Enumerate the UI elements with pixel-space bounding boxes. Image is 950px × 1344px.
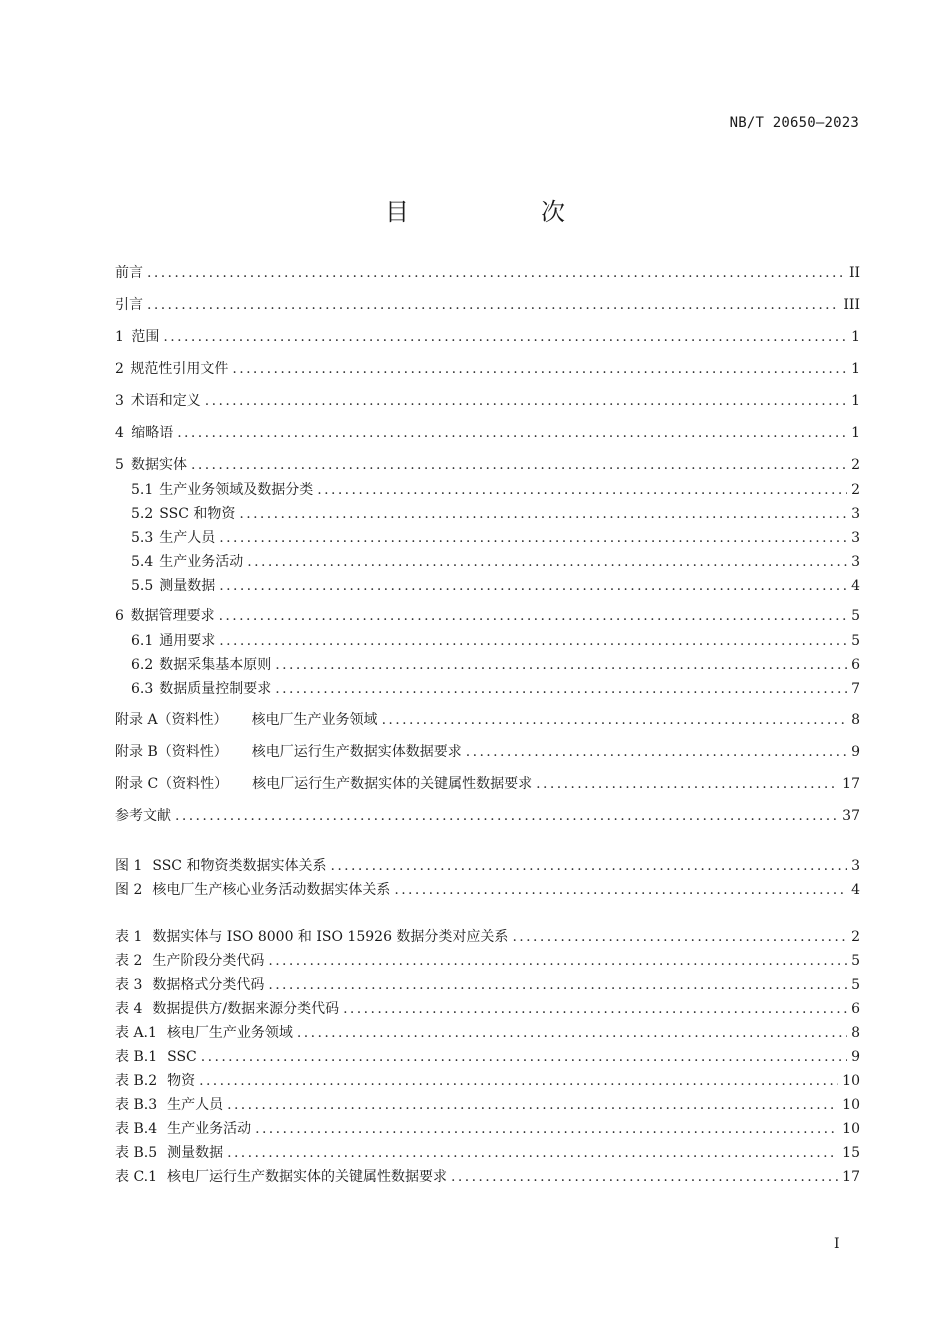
toc-page-number: 3: [851, 506, 860, 522]
toc-entry-table-b1[interactable]: [115, 1046, 860, 1066]
toc-page-number: II: [848, 265, 860, 281]
toc-page-number: 5: [851, 608, 860, 624]
toc-page-number: 9: [851, 744, 860, 760]
toc-entry-text: 生产业务活动: [159, 554, 244, 570]
toc-page-number: 17: [842, 1169, 860, 1185]
dot-leader: [147, 264, 845, 282]
toc-entry-text: 生产人员: [159, 530, 216, 546]
dot-leader: [201, 1048, 847, 1066]
dot-leader: [297, 1024, 847, 1042]
toc-entry-number: 6.3: [131, 681, 154, 697]
toc-entry-text: 数据采集基本原则: [159, 657, 272, 673]
dot-leader: [275, 680, 847, 698]
dot-leader: [255, 1120, 838, 1138]
toc-entry-number: 表 1: [115, 929, 143, 945]
toc-page-number: 5: [851, 633, 860, 649]
toc-entry-text: 生产业务领域及数据分类: [159, 482, 314, 498]
dot-leader: [466, 743, 847, 761]
dot-leader: [227, 1144, 838, 1162]
toc-page-number: III: [843, 297, 860, 313]
dot-leader: [163, 328, 847, 346]
toc-entry-number: 4: [115, 425, 124, 441]
toc-page-number: 7: [851, 681, 860, 697]
document-code: NB/T 20650—2023: [729, 115, 859, 131]
toc-page-number: 10: [842, 1073, 860, 1089]
toc-entry-text: 核电厂生产核心业务活动数据实体关系: [152, 882, 391, 898]
toc-page-number: 2: [851, 929, 860, 945]
toc-entry-number: 3: [115, 393, 124, 409]
toc-entry-figure-1[interactable]: [115, 855, 860, 875]
toc-entry-terms-definitions[interactable]: [115, 390, 860, 410]
toc-entry-number: 表 C.1: [115, 1169, 158, 1185]
toc-entry-text: 前言: [115, 265, 143, 281]
toc-entry-foreword[interactable]: [115, 262, 860, 282]
page-title: 目 次: [385, 198, 619, 226]
dot-leader: [247, 553, 847, 571]
toc-entry-number: 附录 A（资料性）: [115, 712, 228, 728]
toc-page-number: 10: [842, 1097, 860, 1113]
dot-leader: [219, 632, 847, 650]
toc-page-number: 10: [842, 1121, 860, 1137]
dot-leader: [239, 505, 847, 523]
toc-entry-bibliography[interactable]: [115, 805, 860, 825]
dot-leader: [219, 529, 847, 547]
toc-entry-number: 表 B.5: [115, 1145, 158, 1161]
toc-entry-scope[interactable]: [115, 326, 860, 346]
toc-entry-number: 表 B.3: [115, 1097, 158, 1113]
toc-entry-text: SSC: [167, 1049, 197, 1065]
toc-entry-6-2[interactable]: [131, 654, 860, 674]
toc-page-number: 8: [851, 1025, 860, 1041]
toc-page-number: 2: [851, 457, 860, 473]
dot-leader: [512, 928, 847, 946]
dot-leader: [205, 392, 847, 410]
toc-entry-introduction[interactable]: [115, 294, 860, 314]
toc-entry-number: 5.4: [131, 554, 154, 570]
toc-entry-number: 1: [115, 329, 124, 345]
toc-entry-number: 5.3: [131, 530, 154, 546]
toc-page-number: 15: [842, 1145, 860, 1161]
dot-leader: [382, 711, 848, 729]
toc-page-number: 1: [851, 393, 860, 409]
toc-page-number: 1: [851, 425, 860, 441]
toc-page-number: 1: [851, 361, 860, 377]
toc-page-number: 3: [851, 530, 860, 546]
toc-entry-text: 通用要求: [159, 633, 216, 649]
toc-entry-number: 表 3: [115, 977, 143, 993]
dot-leader: [536, 775, 838, 793]
toc-page-number: 3: [851, 554, 860, 570]
toc-entry-table-4[interactable]: [115, 998, 860, 1018]
dot-leader: [219, 577, 847, 595]
dot-leader: [232, 360, 847, 378]
dot-leader: [175, 807, 838, 825]
toc-entry-text: 数据格式分类代码: [152, 977, 265, 993]
toc-entry-appendix-c[interactable]: [115, 773, 860, 793]
toc-entry-5-5[interactable]: [131, 575, 860, 595]
toc-entry-number: 2: [115, 361, 124, 377]
toc-entry-table-c1[interactable]: [115, 1166, 860, 1186]
toc-page-number: 6: [851, 657, 860, 673]
toc-entry-text: 数据实体: [131, 457, 187, 473]
toc-entry-number: 表 A.1: [115, 1025, 157, 1041]
toc-entry-text: SSC 和物资: [159, 506, 236, 522]
toc-entry-number: 6.2: [131, 657, 154, 673]
toc-entry-figure-2[interactable]: [115, 879, 860, 899]
dot-leader: [275, 656, 847, 674]
toc-entry-number: 图 1: [115, 858, 143, 874]
page-number-footer: I: [834, 1236, 841, 1252]
toc-entry-text: 数据质量控制要求: [159, 681, 272, 697]
toc-entry-table-b5[interactable]: [115, 1142, 860, 1162]
toc-entry-appendix-a[interactable]: [115, 709, 860, 729]
toc-page-number: 8: [851, 712, 860, 728]
dot-leader: [343, 1000, 847, 1018]
toc-entry-text: 数据实体与 ISO 8000 和 ISO 15926 数据分类对应关系: [152, 929, 509, 945]
toc-entry-table-b3[interactable]: [115, 1094, 860, 1114]
toc-entry-text: 核电厂生产业务领域: [166, 1025, 293, 1041]
dot-leader: [191, 456, 847, 474]
toc-entry-data-management[interactable]: [115, 605, 860, 625]
toc-entry-number: 附录 C（资料性）: [115, 776, 229, 792]
toc-entry-text: 数据提供方/数据来源分类代码: [152, 1001, 340, 1017]
toc-entry-normative-references[interactable]: [115, 358, 860, 378]
toc-entry-number: 表 B.2: [115, 1073, 158, 1089]
toc-page-number: 4: [851, 578, 860, 594]
toc-entry-number: 表 B.4: [115, 1121, 158, 1137]
toc-page-number: 4: [851, 882, 860, 898]
toc-page-number: 1: [851, 329, 860, 345]
toc-entry-number: 5.2: [131, 506, 154, 522]
toc-entry-table-1[interactable]: [115, 926, 860, 946]
toc-entry-text: 生产业务活动: [167, 1121, 252, 1137]
toc-entry-text: 核电厂运行生产数据实体数据要求: [251, 744, 462, 760]
toc-entry-5-3[interactable]: [131, 527, 860, 547]
toc-entry-number: 表 4: [115, 1001, 143, 1017]
toc-entry-text: 术语和定义: [130, 393, 201, 409]
toc-entry-number: 表 B.1: [115, 1049, 158, 1065]
toc-entry-text: 物资: [167, 1073, 196, 1089]
dot-leader: [451, 1168, 838, 1186]
toc-entry-data-entities[interactable]: [115, 454, 860, 474]
toc-entry-number: 附录 B（资料性）: [115, 744, 228, 760]
toc-page-number: 3: [851, 858, 860, 874]
toc-entry-text: 测量数据: [167, 1145, 224, 1161]
toc-entry-number: 5.1: [131, 482, 154, 498]
toc-entry-text: 生产人员: [167, 1097, 224, 1113]
toc-entry-text: 缩略语: [131, 425, 174, 441]
toc-entry-text: SSC 和物资类数据实体关系: [152, 858, 327, 874]
toc-entry-text: 核电厂运行生产数据实体的关键属性数据要求: [167, 1169, 448, 1185]
toc-entry-5-1[interactable]: [131, 479, 860, 499]
toc-entry-5-4[interactable]: [131, 551, 860, 571]
toc-entry-table-a1[interactable]: [115, 1022, 860, 1042]
toc-entry-6-1[interactable]: [131, 630, 860, 650]
toc-entry-text: 核电厂运行生产数据实体的关键属性数据要求: [252, 776, 533, 792]
toc-page-number: 2: [851, 482, 860, 498]
dot-leader: [227, 1096, 838, 1114]
toc-page-number: 5: [851, 977, 860, 993]
toc-entry-text: 范围: [131, 329, 160, 345]
dot-leader: [147, 296, 839, 314]
toc-entry-5-2[interactable]: [131, 503, 860, 523]
dot-leader: [268, 976, 847, 994]
toc-entry-number: 6: [115, 608, 124, 624]
toc-page-number: 9: [851, 1049, 860, 1065]
toc-entry-number: 5: [115, 457, 124, 473]
toc-entry-number: 表 2: [115, 953, 143, 969]
toc-entry-number: 图 2: [115, 882, 143, 898]
dot-leader: [317, 481, 847, 499]
toc-entry-table-b2[interactable]: [115, 1070, 860, 1090]
toc-entry-number: 6.1: [131, 633, 154, 649]
toc-entry-text: 生产阶段分类代码: [152, 953, 265, 969]
toc-entry-abbreviations[interactable]: [115, 422, 860, 442]
dot-leader: [199, 1072, 838, 1090]
dot-leader: [268, 952, 847, 970]
dot-leader: [219, 607, 848, 625]
dot-leader: [330, 857, 847, 875]
toc-entry-text: 数据管理要求: [130, 608, 215, 624]
toc-page-number: 37: [842, 808, 860, 824]
toc-entry-text: 引言: [115, 297, 143, 313]
toc-entry-number: 5.5: [131, 578, 154, 594]
toc-entry-text: 测量数据: [159, 578, 216, 594]
toc-page-number: 5: [851, 953, 860, 969]
toc-entry-table-3[interactable]: [115, 974, 860, 994]
toc-entry-6-3[interactable]: [131, 678, 860, 698]
dot-leader: [177, 424, 847, 442]
toc-page-number: 17: [842, 776, 860, 792]
toc-entry-text: 核电厂生产业务领域: [251, 712, 378, 728]
toc-entry-text: 参考文献: [115, 808, 171, 824]
dot-leader: [394, 881, 847, 899]
toc-entry-table-b4[interactable]: [115, 1118, 860, 1138]
toc-entry-text: 规范性引用文件: [130, 361, 229, 377]
toc-page-number: 6: [851, 1001, 860, 1017]
toc-entry-table-2[interactable]: [115, 950, 860, 970]
toc-entry-appendix-b[interactable]: [115, 741, 860, 761]
